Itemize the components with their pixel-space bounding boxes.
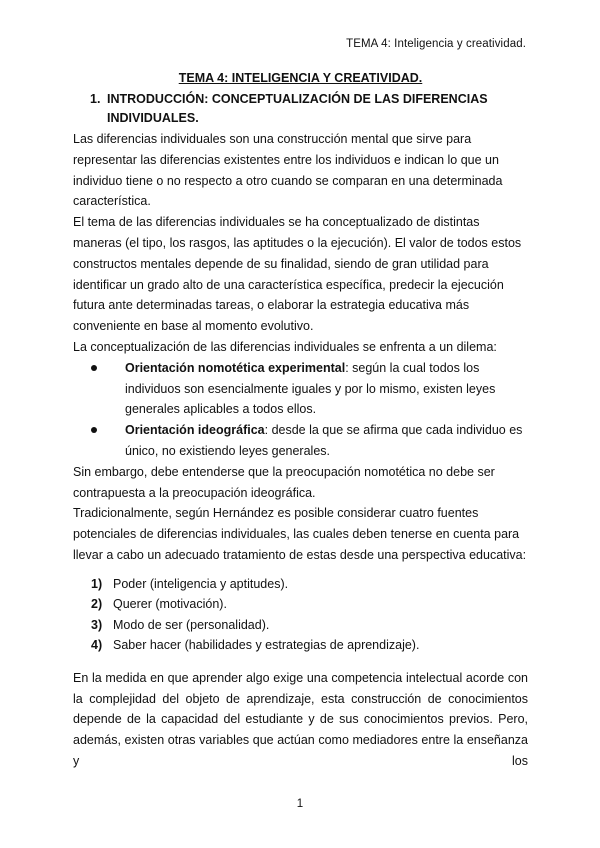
list-text: Saber hacer (habilidades y estrategias de aprendizaje). <box>113 638 420 653</box>
list-item <box>91 420 528 462</box>
list-item <box>91 594 528 615</box>
bullet-text: : según la cual todos los individuos son esencialmente iguales y por lo mismo, existen leyes generales aplicables a todos ellos. <box>125 360 496 417</box>
section-number: 1. <box>90 92 101 106</box>
paragraph-however: Sin embargo, debe entenderse que la preocupación nomotética no debe ser contrapuesta a la preocupación ideográfica. <box>73 464 495 500</box>
bullet-icon <box>91 365 97 371</box>
list-number: 1) <box>91 576 103 591</box>
list-text: Querer (motivación). <box>113 597 227 612</box>
paragraph-conceptualization: El tema de las diferencias individuales se ha conceptualizado de distintas maneras (el tipo, los rasgos, las aptitudes o la ejecución). El valor de todos estos constructos mentales depende de su finalidad, siendo de gran utilidad para identificar un grado alto de una característica específica, predecir la ejecución futura ante determinadas tareas, o elaborar la estrategia educativa más conveniente en base al momento evolutivo. <box>73 215 522 334</box>
list-item <box>91 574 528 595</box>
list-item <box>91 615 528 636</box>
bullet-lead: Orientación ideográfica <box>125 423 265 438</box>
paragraph-intro: Las diferencias individuales son una construcción mental que sirve para representar las diferencias existentes entre los individuos e indican lo que un individuo tiene o no respecto a otro cuando se comparan en una determinada característica. <box>73 132 503 209</box>
bullet-icon <box>91 427 97 433</box>
list-text: Poder (inteligencia y aptitudes). <box>113 576 289 591</box>
list-text: Modo de ser (personalidad). <box>113 617 270 632</box>
list-number: 4) <box>91 638 103 653</box>
list-item <box>91 358 528 420</box>
document-title: TEMA 4: INTELIGENCIA Y CREATIVIDAD. <box>178 71 423 85</box>
page-body <box>73 68 528 772</box>
section-heading-text: INTRODUCCIÓN: CONCEPTUALIZACIÓN DE LAS DIFERENCIAS INDIVIDUALES. <box>107 92 488 125</box>
bullet-lead: Orientación nomotética experimental <box>125 360 346 375</box>
paragraph-sources-intro: Tradicionalmente, según Hernández es posible considerar cuatro fuentes potenciales de diferencias individuales, las cuales deben tenerse en cuenta para llevar a cabo un adecuado tratamiento de estas desde una perspectiva educativa: <box>73 506 527 562</box>
paragraph-dilemma: La conceptualización de las diferencias individuales se enfrenta a un dilema: <box>73 339 497 354</box>
list-item <box>91 635 528 656</box>
page-number: 1 <box>296 798 304 810</box>
sources-list <box>73 574 528 656</box>
bullet-text: : desde la que se afirma que cada individuo es único, no existiendo leyes generales. <box>125 423 523 458</box>
section-heading <box>90 90 528 128</box>
paragraph-learning: En la medida en que aprender algo exige una competencia intelectual acorde con la complejidad del objeto de aprendizaje, esta construcción de conocimientos depende de la capacidad del estudiante y de sus conocimientos previos. Pero, además, existen otras variables que actúan como mediadores entre la enseñanza y los <box>73 670 528 768</box>
orientation-list <box>73 358 528 462</box>
list-number: 3) <box>91 617 103 632</box>
list-number: 2) <box>91 597 103 612</box>
running-header: TEMA 4: Inteligencia y creatividad. <box>346 38 526 50</box>
